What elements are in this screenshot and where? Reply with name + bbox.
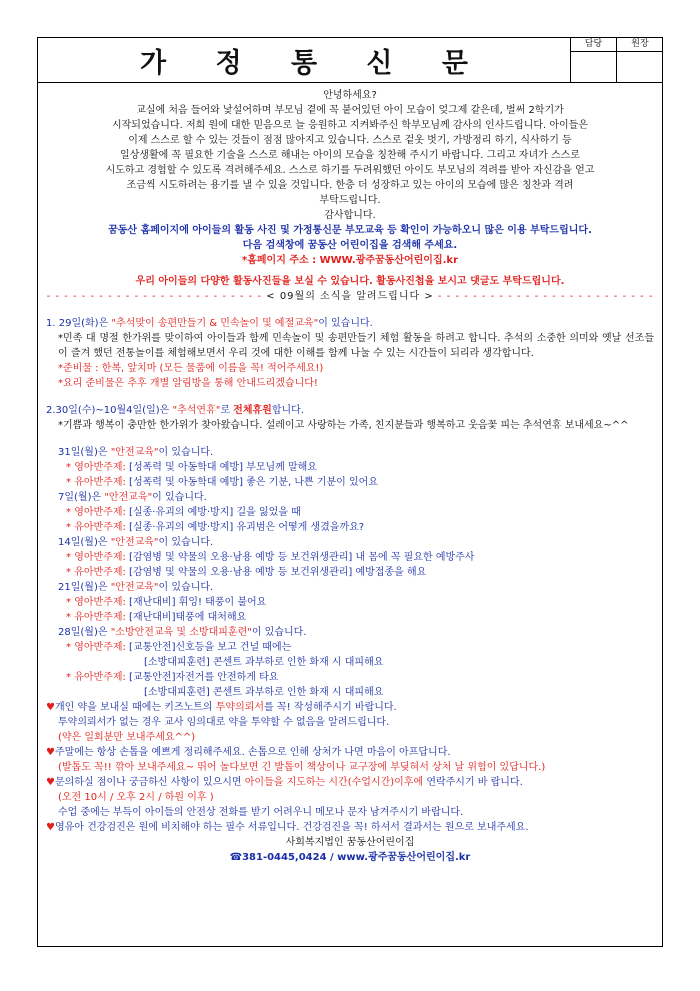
homepage-address[interactable]: *홈페이지 주소 : WWW.광주꿈동산어린이집.kr	[241, 255, 459, 266]
notice-contact: ♥문의하실 점이나 궁금하신 사항이 있으시면 아이들을 지도하는 시간(수업시간)이후에 연락주시기 바 랍니다.	[46, 777, 523, 788]
intro-line: 시작되었습니다. 저희 원에 대한 믿음으로 늘 응원하고 지켜봐주신 학부모님께 감사의 인사드립니다. 아이들은	[111, 120, 589, 131]
safety-heading: 31일(월)은 "안전교육"이 있습니다.	[58, 447, 214, 458]
intro-line: 이제 스스로 할 수 있는 것들이 점점 많아지고 있습니다. 스스로 겉옷 벗기, 가방정리 하기, 식사하기 등	[128, 135, 572, 146]
fire-row: [소방대피훈련] 콘센트 과부하로 인한 화재 시 대피해요	[144, 687, 384, 698]
safety-row: * 유아반주제: [실종·유괴의 예방·방지] 유괴범은 어떻게 생겼을까요?	[66, 522, 365, 533]
fire-row: * 유아반주제: [교통안전]자전거를 안전하게 타요	[66, 672, 279, 683]
dash-line: - - - - - - - - - - - - - - - - - - - - - - - - -	[46, 291, 263, 302]
safety-row: * 영아반주제: [성폭력 및 아동학대 예방] 부모님께 말해요	[66, 462, 317, 473]
intro-line: 부탁드립니다.	[319, 195, 381, 206]
safety-heading: 14일(월)은 "안전교육"이 있습니다.	[58, 537, 214, 548]
content	[46, 88, 654, 865]
notice-line: 투약의뢰서가 없는 경우 교사 임의대로 약을 투약할 수 없음을 알려드립니다.	[58, 717, 390, 728]
intro-line: 조금씩 시도하려는 용기를 낼 수 있을 것입니다. 한층 더 성장하고 있는 아이의 모습에 많은 칭찬과 격려	[126, 180, 574, 191]
intro-line: 일상생활에 꼭 필요한 기술을 스스로 해내는 아이의 모습을 칭찬해 주시기 바랍니다. 그리고 자녀가 스스로	[120, 150, 580, 161]
homepage-notice	[46, 223, 654, 253]
safety-row: * 영아반주제: [실종·유괴의 예방·방지] 길을 잃었을 때	[66, 507, 301, 518]
heart-icon: ♥	[46, 702, 55, 713]
safety-schedule	[46, 445, 654, 700]
notice-line: (약은 일회분만 보내주세요^^)	[58, 732, 196, 743]
notice-line: (오전 10시 / 오후 2시 / 하원 이후 )	[58, 792, 214, 803]
newsletter-page	[37, 37, 663, 947]
safety-row: * 유아반주제: [재난대비]태풍에 대처해요	[66, 612, 247, 623]
safety-row: * 유아반주제: [성폭력 및 아동학대 예방] 좋은 기분, 나쁜 기분이 있어요	[66, 477, 378, 488]
notice-line: 수업 중에는 부득이 아이들의 안전상 전화를 받기 어려우니 메모나 문자 남겨주시기 바랍니다.	[58, 807, 464, 818]
safety-row: * 유아반주제: [감염병 및 약물의 오용·남용 예방 등 보건위생관리] 예방접종을 해요	[66, 567, 427, 578]
item-body: *기쁨과 행복이 충만한 한가위가 찾아왔습니다. 설레이고 사랑하는 가족, 친지분들과 행복하고 웃음꽃 피는 추석연휴 보내세요~^^	[58, 420, 629, 431]
section-header	[46, 289, 654, 304]
intro	[46, 88, 654, 223]
safety-heading: 7일(월)은 "안전교육"이 있습니다.	[58, 492, 207, 503]
item-holiday	[46, 403, 654, 433]
greeting: 안녕하세요?	[323, 90, 377, 101]
notices	[46, 700, 654, 835]
approval-label-director: 원장	[617, 38, 663, 52]
prep-line: *준비물 : 한복, 앞치마 (모든 물품에 이름을 꼭! 적어주세요!)	[58, 363, 324, 374]
fire-row: * 영아반주제: [교통안전]신호등을 보고 건널 때에는	[66, 642, 292, 653]
heart-icon: ♥	[46, 822, 55, 833]
safety-row: * 영아반주제: [재난대비] 휘잉! 태풍이 불어요	[66, 597, 267, 608]
notice-nails: ♥주말에는 항상 손톱을 예쁘게 정리해주세요. 손톱으로 인해 상처가 나면 마음이 아프답니다.	[46, 747, 451, 758]
heart-icon: ♥	[46, 777, 55, 788]
dash-line: - - - - - - - - - - - - - - - - - - - - - - - - -	[437, 291, 654, 302]
item-body: *민족 대 명절 한가위를 맞이하여 아이들과 함께 민속놀이 및 송편만들기 체험 활동을 하려고 합니다. 추석의 소중한 의미와 옛날 선조들이 즐겨 했던 전통놀이를 체험해보면서 우리 것에 대한 이해를 함께 나눌 수 있는 시간들이 되리라 생각합니다.	[58, 333, 654, 359]
approval-box	[570, 38, 662, 82]
footer-org: 사회복지법인 꿈동산어린이집	[285, 837, 415, 848]
photo-notice: 우리 아이들의 다양한 활동사진들을 보실 수 있습니다. 활동사진첩을 보시고 댓글도 부탁드립니다.	[135, 276, 565, 287]
approval-cell-director	[571, 52, 617, 82]
header	[38, 38, 662, 83]
intro-line: 시도하고 경험할 수 있도록 격려해주세요. 스스로 하기를 두려워했던 아이도 부모님의 격려를 받아 자신감을 얻고	[105, 165, 595, 176]
safety-row: * 영아반주제: [감염병 및 약물의 오용·남용 예방 등 보건위생관리] 내 몸에 꼭 필요한 예방주사	[66, 552, 475, 563]
safety-heading: 21일(월)은 "안전교육"이 있습니다.	[58, 582, 214, 593]
heart-icon: ♥	[46, 747, 55, 758]
homepage-line: 다음 검색창에 꿈동산 어린이집을 검색해 주세요.	[242, 240, 458, 251]
fire-row: [소방대피훈련] 콘센트 과부하로 인한 화재 시 대피해요	[144, 657, 384, 668]
notice-line: (발톱도 꼭!! 깎아 보내주세요~ 뛰어 놀다보면 긴 발톱이 책상이나 교구장에 부딪혀서 상처 날 위험이 있답니다.)	[58, 762, 546, 773]
fire-heading: 28일(월)은 "소방안전교육 및 소방대피훈련"이 있습니다.	[58, 627, 307, 638]
section-title: < 09월의 소식을 알려드립니다 >	[266, 291, 434, 302]
page-title: 가 정 통 신 문	[139, 47, 488, 79]
item-chuseok	[46, 316, 654, 391]
footer	[46, 835, 654, 865]
intro-line: 교실에 처음 들어와 낯설어하며 부모님 곁에 꼭 붙어있던 아이 모습이 엊그제 같은데, 벌써 2학기가	[136, 105, 564, 116]
item-heading: 2.30일(수)~10월4일(일)은 "추석연휴"로 전체휴원합니다.	[46, 405, 304, 416]
prep-line: *요리 준비물은 추후 개별 알림방을 통해 안내드리겠습니다!	[58, 378, 318, 389]
approval-label-staff: 담당	[571, 38, 617, 52]
homepage-line: 꿈동산 홈페이지에 아이들의 활동 사진 및 가정통신문 부모교육 등 확인이 가능하오니 많은 이용 부탁드립니다.	[108, 225, 592, 236]
notice-health: ♥영유아 건강검진은 원에 비치해야 하는 필수 서류입니다. 건강검진을 꼭! 하셔서 결과서는 원으로 보내주세요.	[46, 822, 529, 833]
item-heading: 1. 29일(화)은 "추석맞이 송편만들기 & 민속놀이 및 예절교육"이 있습니다.	[46, 318, 373, 329]
thanks: 감사합니다.	[324, 210, 376, 221]
notice-medicine: ♥개인 약을 보내실 때에는 키즈노트의 투약의뢰서를 꼭! 작성해주시기 바랍니다.	[46, 702, 397, 713]
footer-contact[interactable]: ☎381-0445,0424 / www.광주꿈동산어린이집.kr	[229, 852, 471, 863]
